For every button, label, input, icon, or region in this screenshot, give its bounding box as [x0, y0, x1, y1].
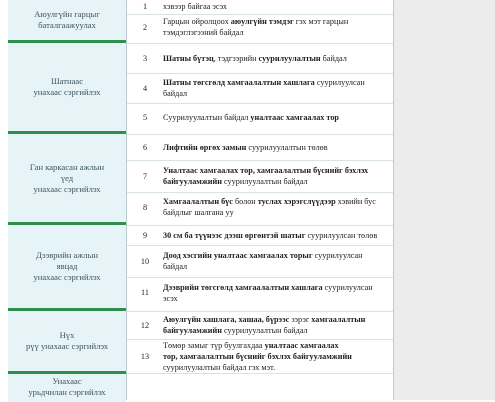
row-text-line [163, 27, 391, 38]
row-text-line [163, 1, 391, 12]
category-label: Унахаас [52, 376, 82, 386]
row-text-line [163, 207, 391, 218]
text-segment: байдлыг шалгана уу [163, 208, 234, 217]
text-segment: хэвийн бус [335, 197, 376, 206]
checklist-row [127, 14, 393, 40]
text-segment: суурилуулалтын байдал [221, 326, 308, 335]
row-number: 13 [140, 351, 150, 361]
text-segment: суурилуулалтын байдал гэх мэт. [163, 362, 276, 372]
category-cell-c3 [8, 134, 126, 222]
row-text [163, 53, 391, 64]
row-text-line [163, 250, 391, 261]
row-divider [127, 373, 393, 374]
category-label: урьдчилан сэргийлэх [28, 387, 106, 397]
row-text-line [163, 88, 391, 99]
row-number: 1 [142, 1, 148, 11]
row-number: 11 [141, 288, 149, 297]
bold-text-segment: Дээврийн төгсгөлд хамгаалалтын хашлага [163, 282, 323, 292]
row-text [163, 1, 391, 12]
category-label: Шатнаас [50, 76, 84, 86]
category-label: явцад [56, 261, 78, 271]
row-text [163, 314, 391, 336]
row-number: 3 [142, 53, 148, 63]
bold-text-segment: Шатны бүтэц [163, 53, 214, 63]
category-cell-c1 [8, 0, 126, 40]
row-text-line [163, 362, 391, 373]
category-label: рүү унахаас сэргийлэх [25, 341, 109, 351]
text-segment: суурилуулсан [322, 282, 373, 292]
text-segment: Суурилуулалтын байдал [163, 112, 251, 122]
row-text [163, 165, 391, 187]
row-number: 2 [142, 22, 148, 32]
category-cell-c5 [8, 311, 126, 371]
row-text-line [163, 261, 391, 272]
checklist-row [127, 43, 393, 73]
text-segment: байдал [320, 53, 347, 63]
text-segment: байдал [163, 262, 188, 271]
row-text-line [163, 351, 391, 362]
checklist-row [127, 225, 393, 245]
checklist-row [127, 134, 393, 160]
bold-text-segment: аюулгүйн тэмдэг [230, 17, 294, 26]
category-label: унахаас сэргийлэх [33, 183, 101, 194]
row-text-line [163, 53, 391, 64]
bold-text-segment: тор, хамгаалалтын бүснийг бэхлэх байгууламжийн [163, 351, 352, 361]
row-text-line [163, 282, 391, 293]
category-label: үед [60, 172, 74, 183]
bold-text-segment: уналтаас хамгаалах тор [250, 112, 339, 122]
row-text-line [163, 165, 391, 176]
row-number: 5 [142, 112, 148, 122]
category-cell-c4 [8, 225, 126, 308]
bold-text-segment: Доод хэсгийн уналтаас хамгаалах торыг [163, 251, 313, 260]
bold-text-segment: байгууламжийн [163, 326, 222, 335]
text-segment: тэмдэглэгээний байдал [163, 28, 244, 37]
row-text [163, 112, 391, 123]
category-label: баталгаажуулах [38, 20, 96, 30]
category-label: Аюулгүйн гарцыг [34, 9, 100, 19]
text-segment: эсэх [163, 293, 178, 303]
category-cell-c2 [8, 43, 126, 131]
text-segment: хэвээр байгаа эсэх [163, 1, 227, 11]
row-text-line [163, 112, 391, 123]
text-segment: суурилуулсан төлөв [305, 230, 378, 240]
category-cell-c6 [8, 374, 126, 402]
checklist-row [127, 0, 393, 12]
row-number: 8 [142, 202, 148, 212]
checklist-row [127, 192, 393, 222]
row-text-line [163, 325, 391, 336]
row-text-line [163, 293, 391, 304]
bold-text-segment: Хамгаалалтын бүс [163, 197, 233, 206]
row-number: 12 [140, 320, 150, 330]
bold-text-segment: Шатны төгсгөлд хамгаалалтын хашлага [163, 78, 315, 87]
bold-text-segment: Лифтийн өргөх замын [163, 142, 247, 152]
category-label: унахаас сэргийлэх [33, 272, 101, 282]
text-segment: суурилуулалтын байдал [221, 177, 308, 186]
row-text [163, 340, 391, 373]
checklist-row [127, 245, 393, 277]
text-segment: , тэдгээрийн [213, 53, 259, 63]
text-segment: суурилуулалтын төлөв [246, 142, 328, 152]
row-text-line [163, 176, 391, 187]
row-number: 4 [142, 83, 148, 93]
row-text-line [163, 16, 391, 27]
text-segment: байдал [163, 89, 188, 98]
row-text [163, 250, 391, 272]
row-text-line [163, 142, 391, 153]
category-label: Нүх [59, 330, 75, 340]
category-label: Дээврийн ажлын [36, 250, 98, 260]
row-text [163, 142, 391, 153]
checklist-row [127, 311, 393, 339]
bold-text-segment: туслах хэрэгслүүдээр [257, 197, 336, 206]
category-label: унахаас сэргийлэх [33, 87, 101, 97]
bold-text-segment: уналтаас хамгаалах [264, 340, 339, 350]
row-text-line [163, 230, 391, 241]
bold-text-segment: Аюулгүйн хашлага, хашаа, бүрээс [163, 315, 290, 324]
row-text-line [163, 77, 391, 88]
row-text [163, 282, 391, 304]
row-number: 10 [140, 256, 150, 266]
bold-text-segment: Уналтаас хамгаалах тор, хамгаалалтын бүснийг бэхлэх [163, 166, 369, 175]
check-column [393, 0, 495, 400]
bold-text-segment: хамгаалалтын [311, 315, 366, 324]
bold-text-segment: 30 см ба түүнээс дээш өргөнтэй шатыг [163, 230, 306, 240]
row-text-line [163, 340, 391, 351]
checklist-row [127, 73, 393, 103]
row-text [163, 16, 391, 38]
text-segment: гэх мэт гарцын [293, 17, 349, 26]
text-segment: болон [232, 197, 258, 206]
bold-text-segment: байгууламжийн [163, 177, 222, 186]
checklist-row [127, 103, 393, 131]
row-text [163, 230, 391, 241]
row-number: 6 [142, 142, 148, 152]
text-segment: суурилуулсан [312, 251, 363, 260]
row-text [163, 196, 391, 218]
text-segment: Төмөр замыг түр буулгахдаа [163, 340, 265, 350]
row-number: 9 [142, 230, 148, 240]
checklist-row [127, 160, 393, 192]
row-text [163, 77, 391, 99]
text-segment: суурилуулсан [314, 78, 365, 87]
checklist-row [127, 277, 393, 308]
row-text-line [163, 314, 391, 325]
row-text-line [163, 196, 391, 207]
bold-text-segment: суурилуулалтын [258, 53, 321, 63]
text-segment: Гарцын ойролцоох [163, 17, 231, 26]
checklist-row [127, 339, 393, 373]
text-segment: зэрэг [289, 315, 312, 324]
category-label: Ган каркасан ажлын [29, 161, 105, 172]
row-number: 7 [142, 171, 148, 181]
